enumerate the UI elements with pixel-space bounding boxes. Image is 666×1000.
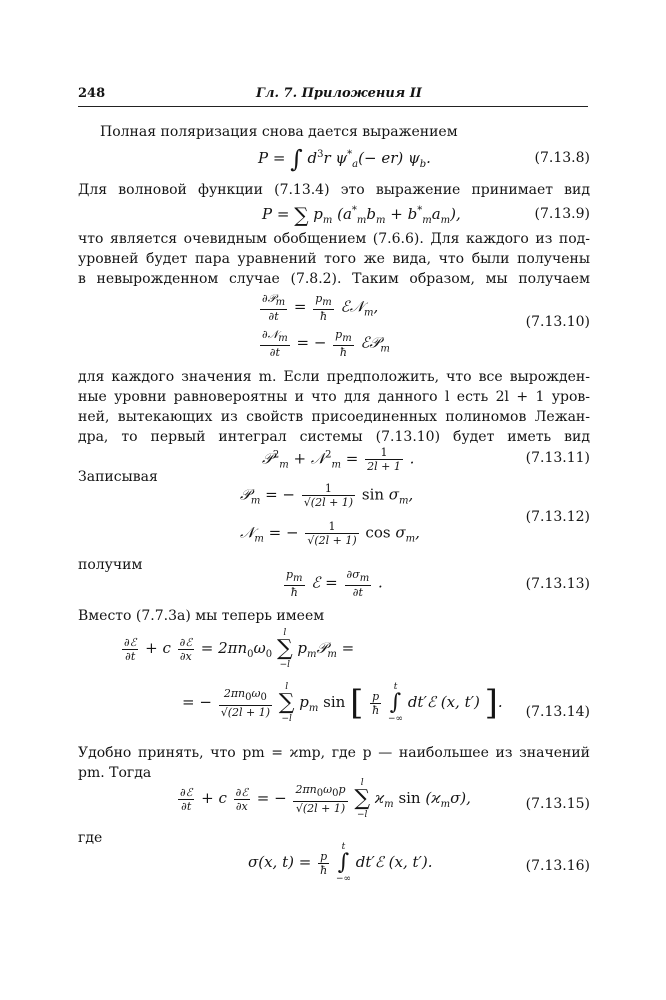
text-line: ней, вытекающих из свойств присоединенных полиномов Лежан- — [78, 409, 590, 425]
equation-7-13-14b: = − $\frac{2\pi n_0\omega_0}{√(2l + 1)}$ l ∑ −l $p_m$ sin [ $\frac{p}{ħ}$ t ∫ −∞ dt′ℰ (x, t′) ]. — [182, 682, 503, 724]
paragraph: Полная поляризация снова дается выражением — [100, 124, 458, 140]
text-line: ные уровни равновероятны и что для данного l есть 2l + 1 уров- — [78, 389, 590, 405]
equation-7-13-10b: $\frac{\partial 𝒩_m}{\partial t}$ = − $\frac{p_m}{ħ}$ ℰ𝒫$_m$ — [262, 328, 390, 360]
running-header — [78, 86, 588, 106]
text-line: дра, то первый интеграл системы (7.13.10) будет иметь вид — [78, 429, 590, 445]
equation-7-13-10a: $\frac{\partial 𝒫_m}{\partial t}$ = $\frac{p_m}{ħ}$ ℰ𝒩$_m$, — [262, 292, 379, 324]
paragraph: получим — [78, 557, 143, 573]
text-line: Удобно принять, что pm = ϰmp, где p — наибольшее из значений — [78, 745, 590, 761]
paragraph: где — [78, 830, 103, 846]
header-rule — [78, 106, 588, 107]
equation-number: (7.13.13) — [525, 576, 590, 592]
paragraph: Записывая — [78, 469, 158, 485]
equation-7-13-12b: 𝒩$_m$ = − $\frac{1}{√(2l + 1)}$ $\cos \sigma_m$, — [240, 520, 420, 547]
equation-7-13-8: P = ∫ $d^3r$ $\psi^*_a(- er)$ $\psi_b$. — [258, 145, 431, 173]
page-number: 248 — [78, 86, 106, 101]
equation-7-13-9: P = ∑ $p_m$ $(a^*_mb_m + b^*_ma_m)$, — [262, 203, 461, 227]
equation-number: (7.13.9) — [534, 206, 590, 222]
equation-number: (7.13.14) — [525, 704, 590, 720]
equation-number: (7.13.10) — [525, 314, 590, 330]
equation-7-13-12a: 𝒫$_m$ = − $\frac{1}{√(2l + 1)}$ $\sin \sigma_m$, — [240, 482, 414, 509]
paragraph: Для волновой функции (7.13.4) это выражение принимает вид — [78, 182, 590, 198]
equation-number: (7.13.12) — [525, 509, 590, 525]
text-line: в невырожденном случае (7.8.2). Таким образом, мы получаем — [78, 271, 590, 287]
equation-7-13-11: 𝒫$^2_m$ + 𝒩$^2_m$ = $\frac{1}{2l + 1}$ . — [262, 446, 415, 473]
equation-number: (7.13.11) — [525, 450, 590, 466]
text-line: для каждого значения m. Если предположить, что все вырожден- — [78, 369, 590, 385]
text-line: что является очевидным обобщением (7.6.6). Для каждого из под- — [78, 231, 590, 247]
equation-number: (7.13.16) — [525, 858, 590, 874]
equation-number: (7.13.15) — [525, 796, 590, 812]
equation-number: (7.13.8) — [534, 150, 590, 166]
equation-7-13-16: σ(x, t) = $\frac{p}{ħ}$ t ∫ −∞ dt′ℰ (x, t′). — [248, 842, 433, 884]
equation-7-13-13: $\frac{p_m}{ħ}$ ℰ = $\frac{\partial\sigma_m}{\partial t}$ . — [286, 568, 383, 600]
text-line: pm. Тогда — [78, 765, 152, 781]
equation-7-13-15: $\frac{\text{∂ℰ}}{\partial t}$ + c $\frac{\text{∂ℰ}}{\partial x}$ = − $\frac{2\pi n_0\omega_0p}{√(2l + 1)}$ l ∑ −l $ϰ_m$ $\sin (ϰ_m\sigma)$, — [180, 778, 471, 820]
paragraph: Вместо (7.7.3а) мы теперь имеем — [78, 608, 325, 624]
equation-7-13-14a: $\frac{\text{∂ℰ}}{\partial t}$ + c $\frac{\text{∂ℰ}}{\partial x}$ = $2\pi n_0\omega_0$ l ∑ −l $p_m𝒫_m$ = — [124, 628, 355, 670]
chapter-title: Гл. 7. Приложения II — [256, 86, 422, 101]
text-line: уровней будет пара уравнений того же вида, что были получены — [78, 251, 590, 267]
